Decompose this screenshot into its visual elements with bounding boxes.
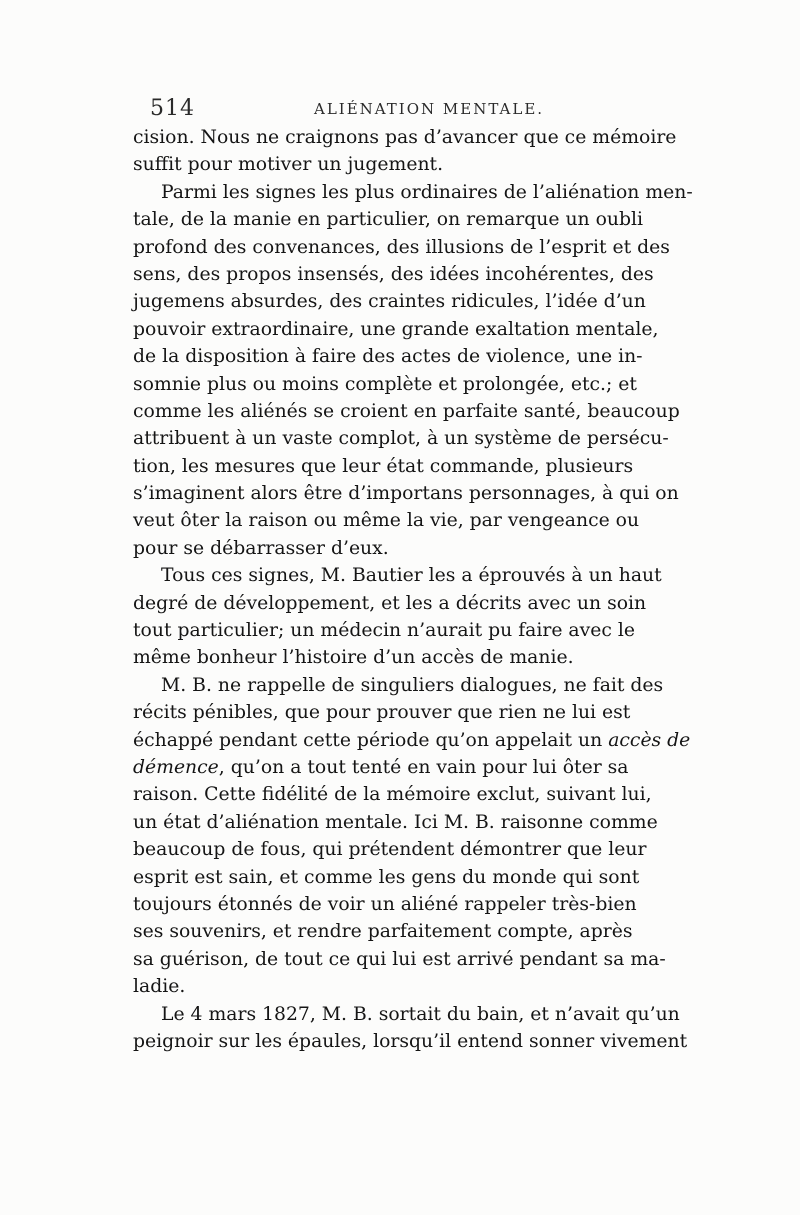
text-line: ses souvenirs, et rendre parfaitement compte, après: [133, 921, 633, 943]
page-number: 514: [150, 96, 195, 121]
text-line: suffit pour motiver un jugement.: [133, 154, 444, 176]
text-line: tout particulier; un médecin n’aurait pu faire avec le: [133, 620, 635, 642]
text-line: sa guérison, de tout ce qui lui est arrivé pendant sa ma-: [133, 948, 666, 970]
text-line: attribuent à un vaste complot, à un système de persécu-: [133, 428, 669, 450]
text-line: jugemens absurdes, des craintes ridicules, l’idée d’un: [133, 291, 646, 313]
text-line: récits pénibles, que pour prouver que rien ne lui est: [133, 702, 631, 724]
text-line: de la disposition à faire des actes de violence, une in-: [133, 346, 643, 368]
text-line: tale, de la manie en particulier, on remarque un oubli: [133, 209, 644, 231]
paragraph-start-line: Le 4 mars 1827, M. B. sortait du bain, et n’avait qu’un: [161, 1003, 680, 1025]
italic-phrase: démence: [133, 756, 219, 778]
text-line: [133, 727, 691, 754]
text-line: même bonheur l’histoire d’un accès de manie.: [133, 647, 574, 669]
text-line: comme les aliénés se croient en parfaite santé, beaucoup: [133, 400, 680, 422]
page-header: [150, 96, 670, 124]
text-line: beaucoup de fous, qui prétendent démontrer que leur: [133, 839, 647, 861]
text-line: ladie.: [133, 976, 186, 998]
text-line: toujours étonnés de voir un aliéné rappeler très-bien: [133, 893, 637, 915]
paragraph-start-line: Tous ces signes, M. Bautier les a éprouvés à un haut: [161, 565, 662, 587]
text-line: profond des convenances, des illusions de l’esprit et des: [133, 236, 670, 258]
text-line: s’imaginent alors être d’importans personnages, à qui on: [133, 483, 679, 505]
text-line: pour se débarrasser d’eux.: [133, 537, 389, 559]
text-fragment: , qu’on a tout tenté en vain pour lui ôter sa: [218, 756, 629, 778]
text-line: veut ôter la raison ou même la vie, par vengeance ou: [133, 510, 640, 532]
running-title: ALIÉNATION MENTALE.: [314, 100, 545, 118]
paragraph-start-line: M. B. ne rappelle de singuliers dialogues, ne fait des: [161, 674, 664, 696]
text-line: [133, 754, 671, 781]
italic-phrase: accès de: [608, 729, 691, 751]
text-line: degré de développement, et les a décrits avec un soin: [133, 592, 647, 614]
body-text: [133, 124, 693, 1055]
text-line: cision. Nous ne craignons pas d’avancer que ce mémoire: [133, 127, 677, 148]
text-line: tion, les mesures que leur état commande, plusieurs: [133, 455, 634, 477]
text-line: sens, des propos insensés, des idées incohérentes, des: [133, 263, 654, 285]
text-line: raison. Cette fidélité de la mémoire exclut, suivant lui,: [133, 784, 652, 806]
text-fragment: échappé pendant cette période qu’on appelait un: [133, 729, 603, 751]
paragraph-start-line: Parmi les signes les plus ordinaires de l’aliénation men-: [161, 181, 693, 203]
text-line: somnie plus ou moins complète et prolongée, etc.; et: [133, 373, 637, 395]
text-line: pouvoir extraordinaire, une grande exaltation mentale,: [133, 318, 659, 340]
text-line: esprit est sain, et comme les gens du monde qui sont: [133, 866, 640, 888]
text-line: un état d’aliénation mentale. Ici M. B. raisonne comme: [133, 811, 658, 833]
text-line: peignoir sur les épaules, lorsqu’il entend sonner vivement: [133, 1030, 688, 1052]
